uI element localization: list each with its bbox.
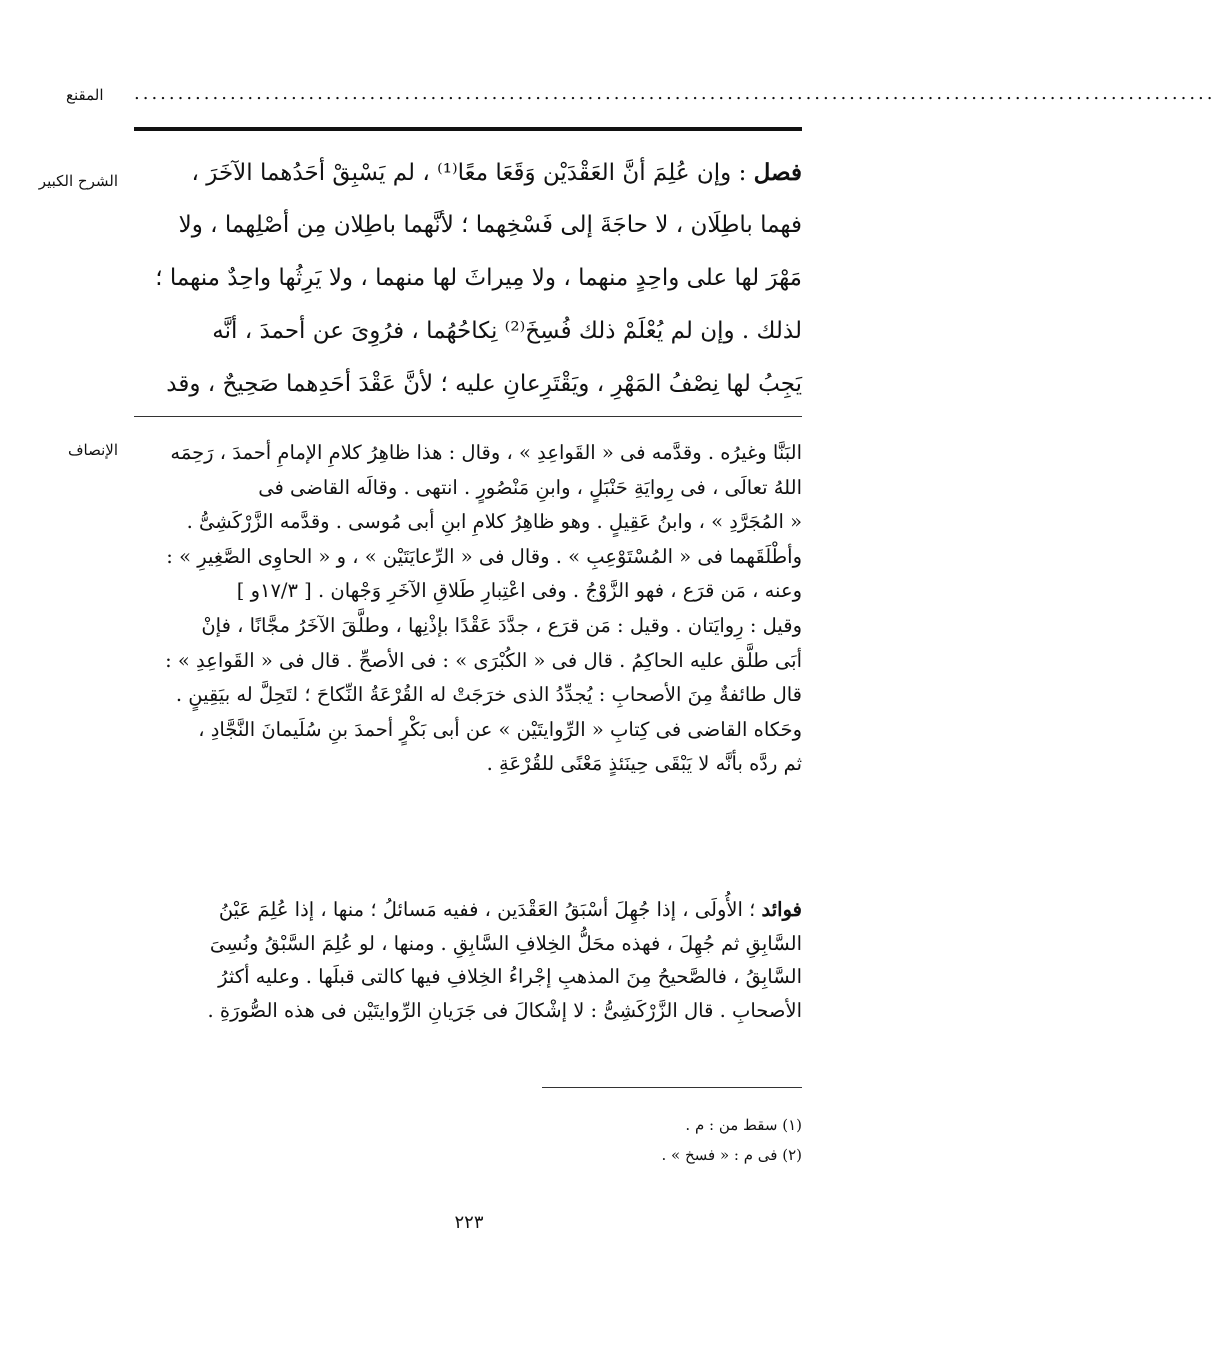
insaf-line: اللهُ تعالَى ، فى رِوايَةِ حَنْبَلٍ ، وابنِ مَنْصُورٍ . انتهى . وقالَه القاضى فى — [258, 475, 802, 499]
insaf-line: البَنَّا وغيرُه . وقدَّمه فى « القَواعِدِ » ، وقال : هذا ظاهِرُ كلامِ الإمامِ أحمدَ ، رَحِمَه — [170, 441, 802, 464]
sharh-line: مَهْرَ لها على واحِدٍ منهما ، ولا مِيراثَ لها منهما ، ولا يَرِثُها واحِدٌ منهما ؛ — [155, 265, 802, 291]
insaf-line: وحَكاه القاضى فى كِتابِ « الرِّوايتَيْن » عن أبى بَكْرٍ أحمدَ بنِ سُلَيمانَ النَّجَّادِ ، — [198, 717, 802, 741]
section-keyword: فصل — [753, 159, 802, 186]
fawaid-line: فوائد ؛ الأُولَى ، إذا جُهِلَ أسْبَقُ العَقْدَين ، ففيه مَسائلُ ؛ منها ، إذا عُلِمَ عَيْنُ — [218, 898, 802, 921]
insaf-line: أبَى طلَّق عليه الحاكِمُ . قال فى « الكُبْرَى » : فى الأصحِّ . قال فى « القَواعِدِ » : — [165, 648, 802, 672]
insaf-line-text: وعنه ، مَن قرَع ، فهو الزَّوْجُ . وفى اعْتِبارِ طَلاقِ الآخَرِ وَجْهان . — [318, 579, 802, 603]
insaf-line: وأطْلَقَهما فى « المُسْتَوْعِبِ » . وقال فى « الرِّعايَتَيْن » ، و « الحاوِى الصَّغِيرِ » : — [166, 544, 802, 568]
manuscript-folio-ref: [ ١٧/٣و ] — [236, 579, 312, 603]
sharh-line: لذلك . وإن لم يُعْلَمْ ذلك فُسِخَ⁽²⁾ نِكاحُهُما ، فرُوِىَ عن أحمدَ ، أنَّه — [212, 318, 802, 344]
sharh-line: فهما باطِلَان ، لا حاجَةَ إلى فَسْخِهما ؛ لأنَّهما باطِلان مِن أصْلِهما ، ولا — [178, 212, 802, 238]
fawaid-line: السَّابِقِ ثم جُهِلَ ، فهذه محَلُّ الخِلافِ السَّابِقِ . ومنها ، لو عُلِمَ السَّبْقُ ونُسِىَ — [209, 931, 802, 955]
insaf-line — [134, 574, 802, 609]
page-number: ٢٢٣ — [454, 1212, 484, 1233]
insaf-line: وقيل : رِوايَتان . وقيل : مَن قرَع ، جدَّدَ عَقْدًا بإذْنِها ، وطلَّقَ الآخَرُ مجَّانًا ، فإنْ — [201, 613, 802, 637]
fawaid-text — [134, 893, 802, 1027]
insaf-line: ثم ردَّه بأنَّه لا يَبْقَى حِينَئذٍ مَعْنًى للقُرْعَةِ . — [486, 752, 802, 776]
side-label-insaf: الإنصاف — [67, 441, 118, 459]
side-label-sharh: الشرح الكبير — [38, 172, 118, 190]
sharh-line: فصل : وإن عُلِمَ أنَّ العَقْدَيْن وَقَعَا معًا⁽¹⁾ ، لم يَسْبِقْ أحَدُهما الآخَرَ ، — [191, 159, 802, 186]
sharh-line: يَجِبُ لها نِصْفُ المَهْرِ ، ويَقْتَرِعانِ عليه ؛ لأنَّ عَقْدَ أحَدِهما صَحِيحٌ ، وقد — [166, 371, 802, 397]
insaf-line: قال طائفةٌ مِنَ الأصحابِ : يُجدِّدُ الذى خرَجَتْ له القُرْعَةُ النِّكاحَ ؛ لتَحِلَّ له بيَقِينٍ . — [175, 683, 802, 707]
insaf-text — [134, 436, 802, 782]
header-rule — [134, 127, 802, 131]
section-keyword: فوائد — [761, 898, 802, 921]
insaf-line: « المُجَرَّدِ » ، وابنُ عَقِيلٍ . وهو ظاهِرُ كلامِ ابنِ أبى مُوسى . وقدَّمه الزَّرْكَشِىُّ . — [186, 510, 802, 534]
fawaid-line: السَّابِقُ ، فالصَّحيحُ مِنَ المذهبِ إجْراءُ الخِلافِ فيها كالتى قبلَها . وعليه أكثرُ — [218, 965, 802, 988]
running-title: المقنع — [66, 86, 104, 104]
fawaid-line: الأصحابِ . قال الزَّرْكَشِىُّ : لا إشْكالَ فى جَرَيانِ الرِّوايتَيْن فى هذه الصُّورَةِ . — [207, 998, 802, 1022]
header-leader-dots: ............................................................................................................................ — [134, 83, 1216, 104]
sharh-text — [134, 146, 802, 411]
section-divider — [134, 416, 802, 417]
footnotes — [400, 1110, 802, 1170]
footnote: (٢) فى م : « فسخ » . — [661, 1146, 802, 1164]
footnote: (١) سقط من : م . — [685, 1116, 802, 1134]
footnote-rule — [542, 1087, 802, 1088]
